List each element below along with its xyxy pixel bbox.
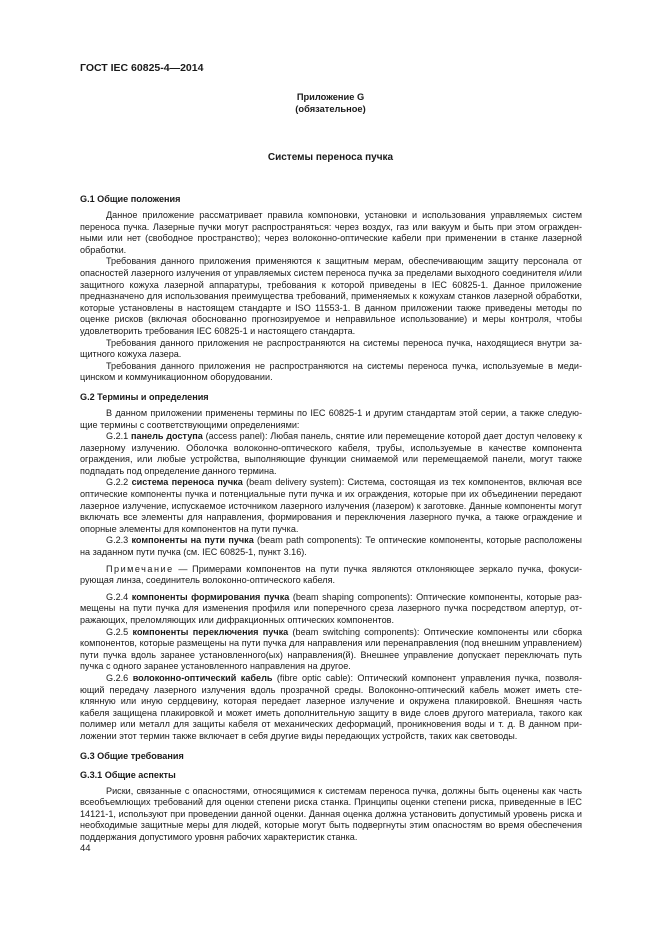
term-name: волоконно-оптический кабель (132, 672, 273, 683)
term-text: (beam shaping components): Оптические компоненты, которые размещены на пути пучка для изменения профиля или поперечного среза лазерного пучка посредством апертур, отражающих, преломляющих или дифракционных оптических компонентов. (80, 591, 582, 625)
term-name: система переноса пучка (131, 477, 243, 488)
term-definition (80, 627, 582, 673)
term-definition (80, 673, 582, 743)
document-body (80, 193, 582, 844)
term-definition (80, 535, 582, 558)
term-number: G.2.4 (106, 591, 132, 602)
term-text: (beam path components): Те оптические компоненты, которые расположены на заданном пути пучка (см. IEC 60825-1, пункт 3.16). (80, 535, 582, 558)
term-text: (access panel): Любая панель, снятие или перемещение которой дает доступ человеку к лазерному излучению. Оболочка волоконно-оптического кабеля, трубы, используемые в качестве компонента ограждения, или любые устройства, выполняющие функции снимаемой или перемещаемой панели, могут также подпадать под определение данного термина. (80, 431, 583, 476)
term-definition (80, 477, 582, 535)
term-number: G.2.3 (106, 535, 132, 546)
paragraph: Требования данного приложения не распространяются на системы переноса пучка, используемые в медицинском и коммуникационном оборудовании. (80, 360, 582, 383)
appendix-status: (обязательное) (295, 104, 366, 114)
paragraph: Риски, связанные с опасностями, относящимися к системам переноса пучка, должны быть оценены как часть всеобъемлющих требований для оценки степени риска станка. Принципы оценки степени риска, приведенные в IEC 14121-1, используют при проведении данной оценки. Данная оценка должна установить допустимый уровень риска и необходимые защитные меры для людей, которые могут быть подвергнуты этим опасностям во время обеспечения поддержания допустимого уровня рабочих характеристик станка. (80, 785, 582, 842)
paragraph: Данное приложение рассматривает правила компоновки, установки и использования управляемых систем переноса пучка. Лазерные пучки могут распространяться: через воздух, газ или вакуум и быть при этом огражденными или нет (свободное пространство); через волоконно-оптические кабели при применении в станке лазерной обработки. (80, 210, 582, 255)
note (80, 564, 582, 587)
term-number: G.2.2 (106, 477, 132, 488)
term-text: (beam switching components): Оптические компоненты или сборка компонентов, которые размещены на пути пучка для направления или перенаправления (под внешним управлением) пути пучка вдоль заранее установленного(ых) направления(й). Внешнее управление допускает переключать путь пучка с одного заранее установленного направления на другое. (80, 626, 582, 672)
section-g1-heading: G.1 Общие положения (80, 194, 181, 204)
term-name: компоненты на пути пучка (131, 535, 254, 546)
note-label: Примечание (106, 563, 174, 574)
appendix-title: Приложение G (296, 92, 365, 102)
term-name: компоненты переключения пучка (132, 626, 289, 637)
term-name: панель доступа (131, 431, 203, 442)
note-text: — Примерами компонентов на пути пучка являются отклоняющее зеркало пучка, фокусирующая линза, соединитель волоконно-оптического кабеля. (80, 563, 582, 586)
term-number: G.2.6 (106, 672, 133, 683)
term-definition (80, 431, 582, 477)
paragraph: Требования данного приложения применяются к защитным мерам, обеспечивающим защиту персонала от опасностей лазерного излучения от управляемых систем переноса пучка за пределами выходного соединителя и/или защитного кожуха лазерной аппаратуры, требования к которой приведены в IEC 60825-1. Данное приложение предназначено для использования преимущества требований, применяемых к кожухам станков лазерной обработки, которые установлены в настоящем стандарте и ISO 11553-1. В данном приложении также приведены методы по оценке рисков (включая обоснованно прогнозируемое и неправильное использование) и меры контроля, чтобы удовлетворить требования IEC 60825-1 и настоящего стандарта. (80, 256, 582, 336)
term-text: (fibre optic cable): Оптический компонент управления пучка, позволяющий передачу лазерного излучения вдоль прозрачной среды. Волоконно-оптический кабель может иметь стеклянную или иную сердцевину, которая передает лазерное излучение и окружена плакировкой. Внешняя часть кабеля защищена плакировкой и может иметь дополнительную защиту в виде слоев другого материала, такого как полимер или металл для защиты кабеля от механических деформаций, проникновения воды и т. д. В данном приложении этот термин также включает в себя другие виды передающих устройств, таких как световоды. (80, 672, 583, 741)
standard-header: ГОСТ IEC 60825-4—2014 (80, 62, 204, 74)
subsection-g31-heading: G.3.1 Общие аспекты (80, 769, 176, 780)
term-definition (80, 592, 582, 627)
term-name: компоненты формирования пучка (131, 591, 290, 602)
paragraph: Требования данного приложения не распространяются на системы переноса пучка, находящиеся внутри защитного кожуха лазера. (80, 337, 582, 360)
document-title: Системы переноса пучка (267, 152, 394, 163)
term-text: (beam delivery system): Система, состоящая из тех компонентов, включая все оптические компоненты пучка и потенциальные пути пучка и их ограждения, которые при их объединении передают лазерное излучение, испускаемое источником лазерного излучения (лазером) к заготовке. Данные компоненты могут включать все элементы для направления, формирования и переключения лазерного пучка, а также ограждение и опорные элементы для компонентов на пути пучка. (80, 477, 582, 534)
section-g2-heading: G.2 Термины и определения (80, 391, 209, 402)
page-number: 44 (80, 843, 91, 854)
term-number: G.2.1 (106, 431, 132, 442)
term-number: G.2.5 (106, 626, 133, 637)
paragraph: В данном приложении применены термины по IEC 60825-1 и другим стандартам этой серии, а также следующие термины с соответствующими определениями: (80, 407, 582, 430)
section-g3-heading: G.3 Общие требования (80, 750, 184, 761)
